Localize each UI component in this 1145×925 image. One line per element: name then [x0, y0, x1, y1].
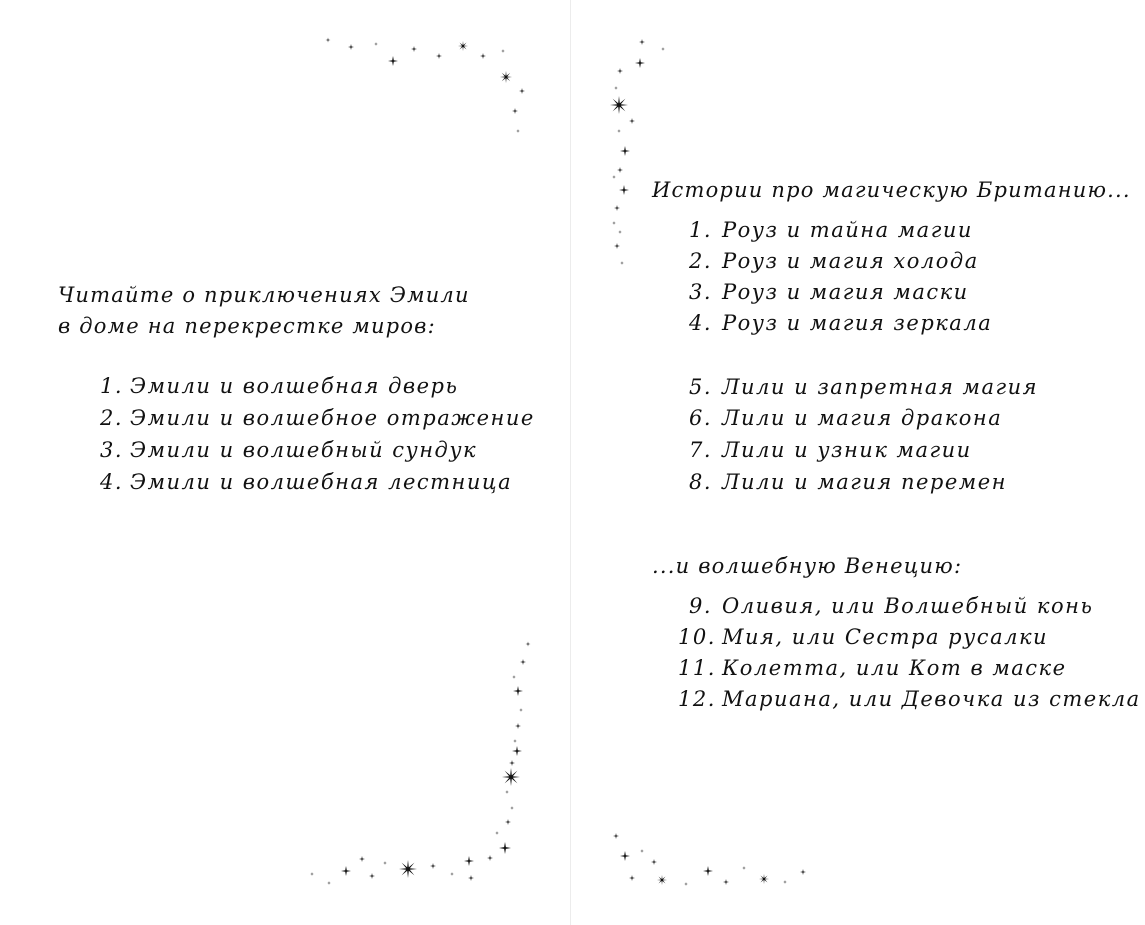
list-item: 2. Роуз и магия холода	[688, 249, 979, 273]
star-icon	[374, 42, 378, 46]
list-item: 4. Роуз и магия зеркала	[688, 311, 993, 335]
star-icon	[502, 768, 520, 786]
star-icon	[388, 56, 398, 66]
star-icon	[512, 675, 516, 679]
star-icon	[684, 882, 688, 886]
list-item: 1. Роуз и тайна магии	[688, 218, 973, 242]
star-icon	[629, 118, 635, 124]
star-icon	[617, 167, 623, 173]
star-icon	[519, 88, 525, 94]
star-icon	[620, 261, 624, 265]
star-icon	[505, 819, 511, 825]
star-icon	[612, 175, 616, 179]
star-icon	[619, 185, 629, 195]
star-icon	[657, 875, 667, 885]
star-icon	[436, 53, 442, 59]
star-icon	[310, 872, 314, 876]
star-icon	[620, 146, 630, 156]
star-icon	[512, 746, 522, 756]
list-item: 10. Мия, или Сестра русалки	[678, 625, 1049, 649]
star-icon	[640, 849, 644, 853]
star-icon	[635, 58, 645, 68]
list-item: 9. Оливия, или Волшебный конь	[688, 594, 1094, 618]
left-heading-line1: Читайте о приключениях Эмили	[58, 283, 470, 307]
star-icon	[614, 86, 618, 90]
star-icon	[513, 686, 523, 696]
star-icon	[369, 873, 375, 879]
star-icon	[500, 71, 512, 83]
star-icon	[742, 866, 746, 870]
star-icon	[620, 851, 630, 861]
list-item: 7. Лили и узник магии	[688, 438, 972, 462]
list-item: 12. Мариана, или Девочка из стекла	[678, 687, 1141, 711]
star-icon	[327, 881, 331, 885]
left-heading-line2: в доме на перекрестке миров:	[58, 314, 436, 338]
star-icon	[509, 760, 515, 766]
list-item: 3. Роуз и магия маски	[688, 280, 969, 304]
star-icon	[759, 874, 769, 884]
star-icon	[783, 880, 787, 884]
star-icon	[723, 879, 729, 885]
star-icon	[516, 129, 520, 133]
star-icon	[458, 41, 468, 51]
star-icon	[519, 708, 523, 712]
star-icon	[614, 205, 620, 211]
star-icon	[612, 221, 616, 225]
star-icon	[629, 875, 635, 881]
star-icon	[348, 44, 354, 50]
star-icon	[515, 723, 521, 729]
star-icon	[326, 38, 331, 43]
star-icon	[341, 866, 351, 876]
star-icon	[800, 869, 806, 875]
star-icon	[501, 49, 505, 53]
star-icon	[639, 39, 645, 45]
venice-heading: ...и волшебную Венецию:	[652, 554, 963, 578]
star-icon	[383, 861, 387, 865]
list-item: 1. Эмили и волшебная дверь	[100, 374, 459, 398]
star-icon	[613, 833, 619, 839]
list-item: 5. Лили и запретная магия	[688, 375, 1039, 399]
star-icon	[499, 842, 511, 854]
star-icon	[513, 739, 517, 743]
star-icon	[399, 860, 417, 878]
star-icon	[614, 243, 620, 249]
star-icon	[526, 642, 531, 647]
star-icon	[703, 866, 713, 876]
britain-heading: Истории про магическую Британию...	[652, 178, 1131, 202]
list-item: 3. Эмили и волшебный сундук	[100, 438, 478, 462]
star-icon	[468, 875, 474, 881]
star-icon	[610, 96, 628, 114]
star-icon	[487, 855, 493, 861]
star-icon	[505, 790, 509, 794]
star-icon	[495, 831, 499, 835]
star-icon	[411, 46, 417, 52]
star-icon	[480, 53, 486, 59]
star-icon	[512, 108, 518, 114]
star-icon	[520, 659, 526, 665]
star-icon	[618, 230, 622, 234]
star-icon	[359, 856, 365, 862]
star-icon	[450, 872, 454, 876]
list-item: 4. Эмили и волшебная лестница	[100, 470, 513, 494]
list-item: 2. Эмили и волшебное отражение	[100, 406, 535, 430]
list-item: 8. Лили и магия перемен	[688, 470, 1007, 494]
star-icon	[464, 856, 474, 866]
star-icon	[661, 47, 665, 51]
star-icon	[617, 68, 623, 74]
list-item: 6. Лили и магия дракона	[688, 406, 1003, 430]
list-item: 11. Колетта, или Кот в маске	[678, 656, 1067, 680]
star-icon	[510, 806, 514, 810]
star-icon	[430, 863, 436, 869]
star-icon	[651, 859, 657, 865]
star-icon	[617, 129, 621, 133]
